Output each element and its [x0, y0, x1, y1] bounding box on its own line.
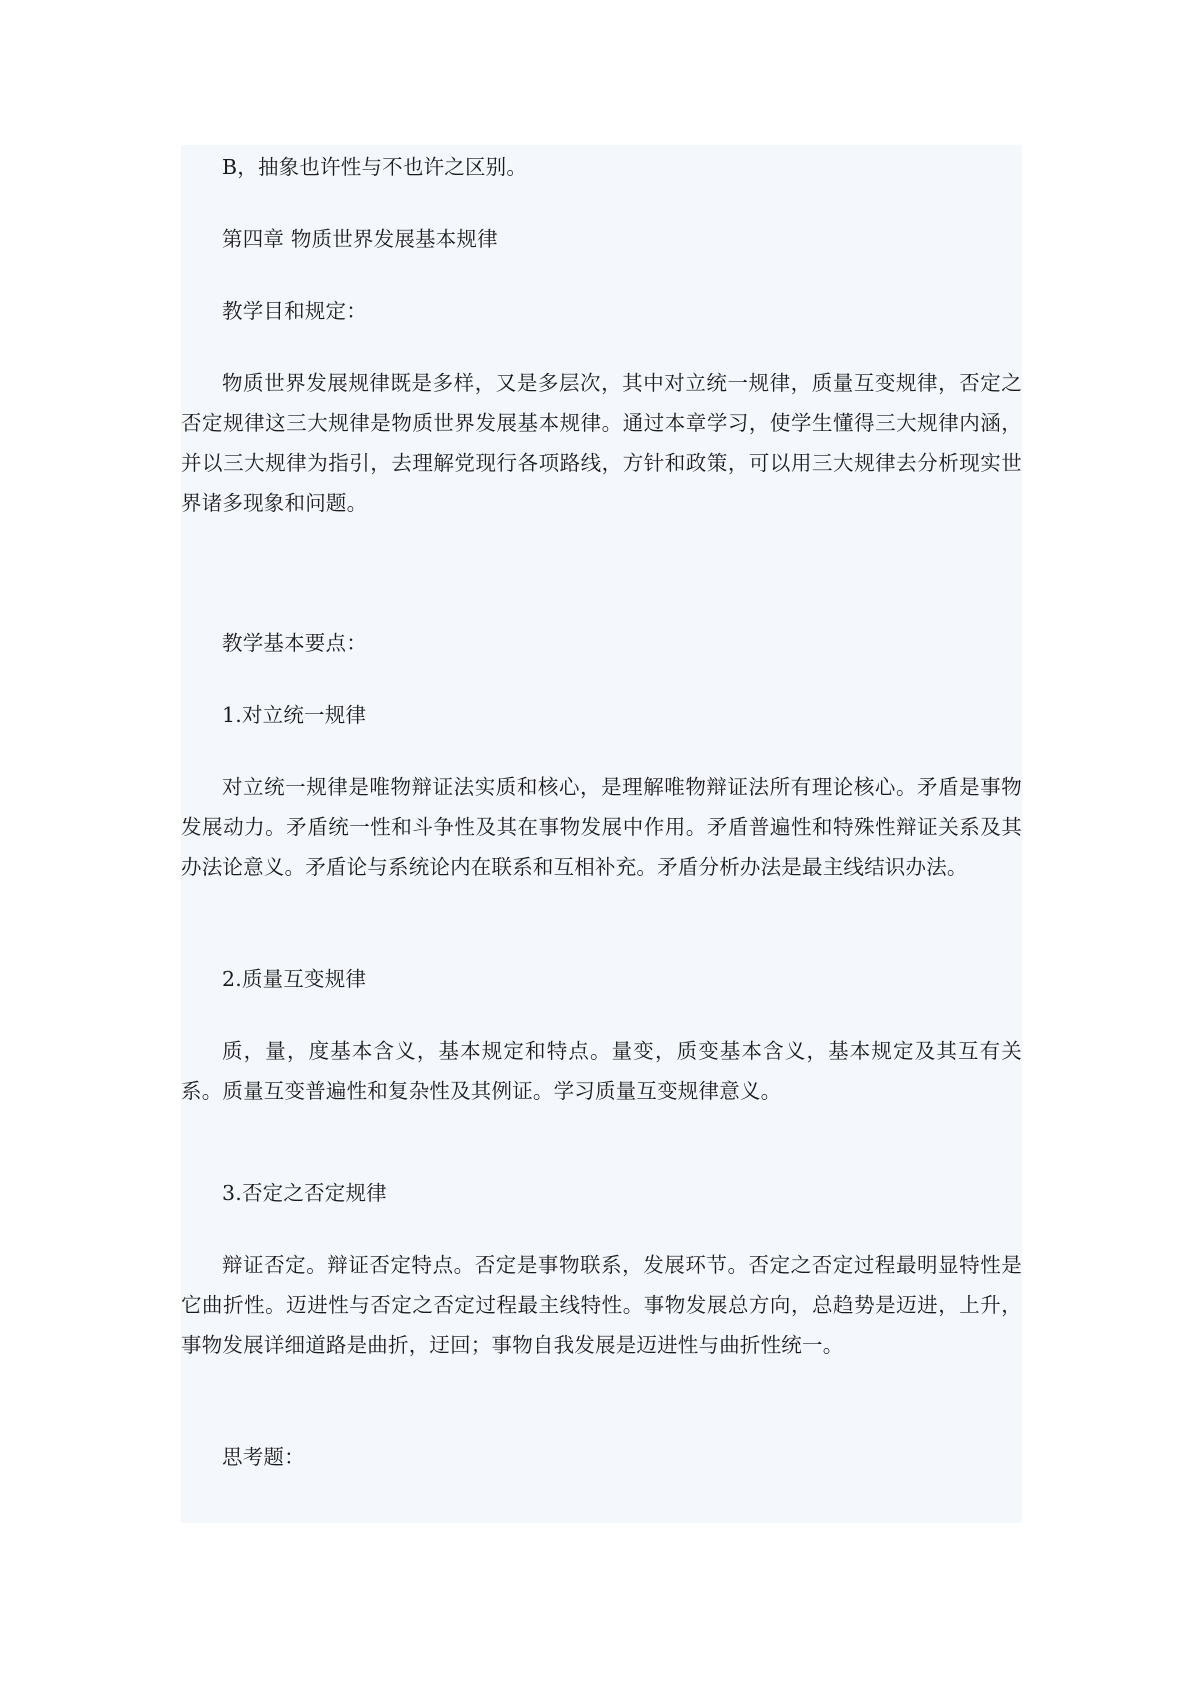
section-heading-questions: 思考题：	[222, 1445, 305, 1469]
section-heading-key-points: 教学基本要点：	[222, 631, 367, 655]
subheading-unity-of-opposites: 1.对立统一规律	[222, 703, 367, 727]
paragraph-unity-of-opposites: 对立统一规律是唯物辩证法实质和核心，是理解唯物辩证法所有理论核心。矛盾是事物发展动力。矛盾统一性和斗争性及其在事物发展中作用。矛盾普遍性和特殊性辩证关系及其办法论意义。矛盾论与系统论内在联系和互相补充。矛盾分析办法是最主线结识办法。	[181, 775, 1022, 879]
chapter-title: 第四章 物质世界发展基本规律	[222, 227, 498, 251]
subheading-quantity-quality: 2.质量互变规律	[222, 967, 367, 991]
section-heading-objectives: 教学目和规定：	[222, 299, 367, 323]
paragraph-negation-of-negation: 辩证否定。辩证否定特点。否定是事物联系，发展环节。否定之否定过程最明显特性是它曲折性。迈进性与否定之否定过程最主线特性。事物发展总方向，总趋势是迈进，上升，事物发展详细道路是曲折，迂回；事物自我发展是迈进性与曲折性统一。	[181, 1253, 1022, 1357]
paragraph-quantity-quality: 质，量，度基本含义，基本规定和特点。量变，质变基本含义，基本规定及其互有关系。质量互变普遍性和复杂性及其例证。学习质量互变规律意义。	[181, 1039, 1022, 1103]
paragraph-objectives: 物质世界发展规律既是多样，又是多层次，其中对立统一规律，质量互变规律，否定之否定规律这三大规律是物质世界发展基本规律。通过本章学习，使学生懂得三大规律内涵，并以三大规律为指引，去理解党现行各项路线，方针和政策，可以用三大规律去分析现实世界诸多现象和问题。	[181, 371, 1022, 515]
document-page-content	[181, 145, 1022, 1523]
subheading-negation-of-negation: 3.否定之否定规律	[222, 1181, 387, 1205]
answer-option-b: B，抽象也许性与不也许之区别。	[222, 155, 528, 179]
